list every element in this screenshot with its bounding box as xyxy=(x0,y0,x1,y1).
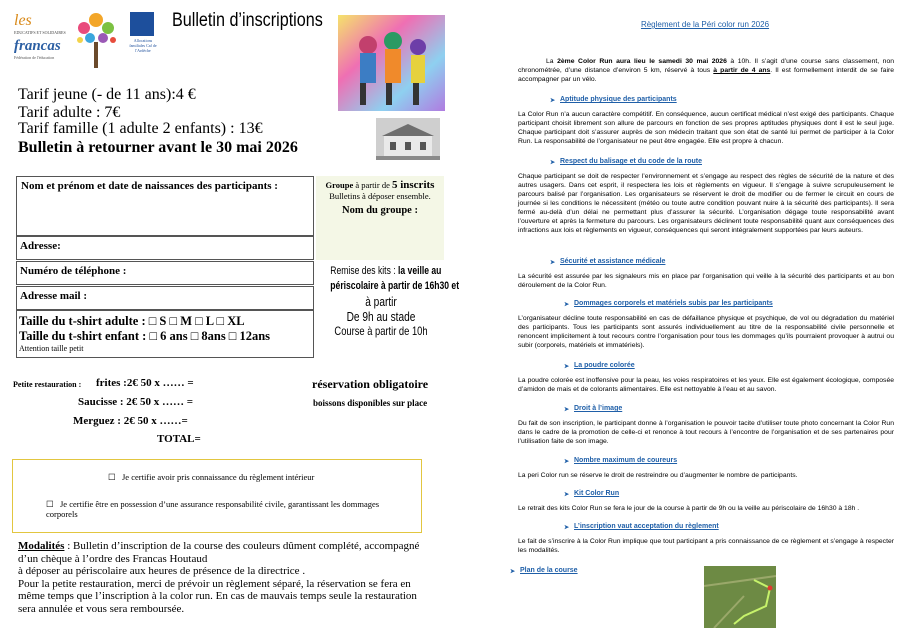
groupe-nom[interactable]: Nom du groupe : xyxy=(342,205,418,216)
section-securite-text: La sécurité est assurée par les signaleurs mis en place par l’organisation qui veille à la sécurité des participants et au bon déroulement de la Color Run. xyxy=(518,273,894,289)
section-image-text: Du fait de son inscription, le participant donne à l’organisation le pouvoir tacite d’utiliser toute photo concernant la Color Run dans le cadre de la promotion de celle-ci et renonce à tout recours à l’encontre de l’organisation et de ses partenaires pour l’utilisation faite de son image. xyxy=(518,420,894,445)
section-aptitude-text: La Color Run n’a aucun caractère compétitif. En conséquence, aucun certificat médical n’est exigé des participants. Chaque participant choisit librement son allure de parcours en fonction de ses propres aptitudes physiques dont il est le seul juge. Chaque participant doit s’assurer auprès de son médecin traitant que son état de santé lui permet de participer à la Color Run. La responsabilité de l’organisateur ne peut être engagée. Elle est propre à chacun. xyxy=(518,111,894,145)
section-aptitude-title: ➤ Aptitude physique des participants xyxy=(550,96,677,104)
caf-logo-icon xyxy=(130,12,154,36)
modalites: Modalités : Bulletin d’inscription de la course des couleurs dûment complété, accompagné d’un chèque à l’ordre des Francas Houtaud à déposer au périscolaire aux heures de présence de la directrice . Pour la petite restauration, merci de prévoir un règlement séparé, la réservation se fera en même temps que l’inscription à la color run. En cas de mauvais temps seule la restauration sera annulée et vous sera remboursée. xyxy=(18,540,420,615)
building-photo xyxy=(376,118,440,160)
groupe-line2: Bulletins à déposer ensemble. xyxy=(329,191,431,201)
kits-line4: De 9h au stade xyxy=(346,309,416,324)
caf-logo-text: Allocations familiales Caf de l'Ardèche xyxy=(129,38,157,53)
section-acceptation-text: Le fait de s’inscrire à la Color Run implique que tout participant a pris connaissance de ce règlement et s’engage à respecter les modalités. xyxy=(518,538,894,554)
section-securite-title: ➤ Sécurité et assistance médicale xyxy=(550,258,666,266)
restauration-label: Petite restauration : xyxy=(13,380,82,389)
tree-logo-icon xyxy=(70,10,122,70)
total-line: TOTAL= xyxy=(157,433,201,445)
telephone-field[interactable] xyxy=(16,261,314,285)
section-nombre-text: La peri Color run se réserve le droit de restreindre ou d’augmenter le nombre de participants. xyxy=(518,472,798,479)
certif-assurance[interactable]: ☐ Je certifie être en possession d’une assurance responsabilité civile, garantissant les dommages corporels xyxy=(46,499,380,519)
checkbox-icon[interactable]: ☐ xyxy=(46,499,54,509)
certifications-box xyxy=(12,459,422,533)
saucisse-line[interactable]: Saucisse : 2€ 50 x …… = xyxy=(78,396,194,408)
section-nombre-title: ➤ Nombre maximum de coureurs xyxy=(564,457,678,465)
section-acceptation-title: ➤ L’inscription vaut acceptation du règlement xyxy=(564,523,719,531)
tshirt-enfant[interactable]: Taille du t-shirt enfant : □ 6 ans □ 8ans □ 12ans xyxy=(19,329,271,343)
adresse-field[interactable] xyxy=(16,236,314,260)
section-dommages-text: L’organisateur décline toute responsabilité en cas de défaillance physique et psychique, de vol ou dégradation du matériel des participants. Tous les participants sont assurés individuellement au titre de la responsabilité civile personnelle et renoncent implicitement à tout recours contre l’organisation pour tous les dommages qu’ils pourraient provoquer à autrui ou subir (corporels, matériels et immatériels). xyxy=(518,315,894,349)
section-poudre-text: La poudre colorée est inoffensive pour la peau, les voies respiratoires et les yeux. Elle est également écologique, composée d’amidon de mais et de colorants alimentaires. Elle est nettoyable à l’eau et au savon. xyxy=(518,377,894,393)
section-kit-title: ➤ Kit Color Run xyxy=(564,490,620,498)
page-title: Bulletin d’inscriptions xyxy=(172,10,323,31)
kits-line2: périscolaire à partir de 16h30 et xyxy=(330,280,460,292)
merguez-line[interactable]: Merguez : 2€ 50 x ……= xyxy=(73,415,188,427)
plan-course-title[interactable]: ➤ Plan de la course xyxy=(510,567,578,575)
reservation-obligatoire: réservation obligatoire xyxy=(312,377,429,391)
tarif-adulte: Tarif adulte : 7€ xyxy=(18,104,121,121)
section-dommages-title: ➤ Dommages corporels et matériels subis par les participants xyxy=(564,300,773,308)
certif-reglement[interactable]: ☐ Je certifie avoir pris connaissance du règlement intérieur xyxy=(108,472,315,482)
attention-note: Attention taille petit xyxy=(19,344,84,353)
adresse-label: Adresse: xyxy=(20,240,61,252)
kits-line1: Remise des kits : la veille au xyxy=(330,265,442,277)
checkbox-icon[interactable]: ☐ xyxy=(108,472,116,482)
kits-info xyxy=(316,264,460,339)
section-kit-text: Le retrait des kits Color Run se fera le jour de la course à partir de 9h ou la veille au périscolaire de 16h30 à 18h . xyxy=(518,505,860,512)
reglement-title: Règlement de la Péri color run 2026 xyxy=(640,20,770,29)
boissons-note: boissons disponibles sur place xyxy=(313,398,428,408)
tshirt-box xyxy=(16,310,314,358)
participants-field[interactable] xyxy=(16,176,314,236)
tshirt-adulte[interactable]: Taille du t-shirt adulte : □ S □ M □ L □ XL xyxy=(19,314,245,328)
retour-deadline: Bulletin à retourner avant le 30 mai 2026 xyxy=(18,139,298,156)
tarif-jeune: Tarif jeune (- de 11 ans):4 € xyxy=(18,86,196,103)
section-image-title: ➤ Droit à l’image xyxy=(564,405,623,413)
logo-les: les EDUCATIFS ET SOLIDAIRES xyxy=(14,12,66,35)
kits-line5: Course à partir de 10h xyxy=(334,324,428,338)
mail-field[interactable] xyxy=(16,286,314,310)
section-balisage-text: Chaque participant se doit de respecter l’environnement et s’engage au respect des règles de sécurité de la nature et des autres usagers. Dans cet esprit, il respectera les lois et règlements en vigueur. Il s’engage à suivre scrupuleusement le parcours balisé par l’organisation. Les organisateurs se réservent le droit de modifier ou de fermer le circuit en cours de journée si les conditions le nécessitent (météo ou toute autre condition pouvant nuire à la sécurité des participants). Il sera fermé au-delà d’un délai ne permettant plus d’assurer la sécurité. L’organisation dégage toute responsabilité avant l’ouverture et après la fermeture du parcours. Les organisateurs déclinent toute responsabilité quant aux conséquences des infractions aux lois et règlements en vigueur, conséquences qui seront intégralement supportées par leurs auteurs. xyxy=(518,173,894,234)
mail-label: Adresse mail : xyxy=(20,290,88,302)
section-balisage-title: ➤ Respect du balisage et du code de la route xyxy=(550,158,702,166)
section-poudre-title: ➤ La poudre colorée xyxy=(564,362,635,370)
color-run-photo xyxy=(338,15,445,111)
groupe-box xyxy=(316,176,444,260)
reglement-intro: La 2ème Color Run aura lieu le samedi 30 mai 2026 à 10h. Il s’agit d’une course sans classement, non chronométrée, d’une distance d’environ 5 km, réservé à tous à partir de 4 ans. Il est formellement interdit de se faire accompagner par un vélo. xyxy=(518,58,895,83)
course-map xyxy=(704,566,776,628)
groupe-line1: Groupe à partir de 5 inscrits xyxy=(325,179,435,191)
kits-line3: à partir xyxy=(365,294,397,309)
telephone-label: Numéro de téléphone : xyxy=(20,265,127,277)
logo-francas: francas Fédération de l'éducation xyxy=(14,38,61,60)
tarif-famille: Tarif famille (1 adulte 2 enfants) : 13€ xyxy=(18,120,263,137)
frites-line[interactable]: frites :2€ 50 x …… = xyxy=(96,377,194,389)
participants-label: Nom et prénom et date de naissances des participants : xyxy=(21,180,278,192)
